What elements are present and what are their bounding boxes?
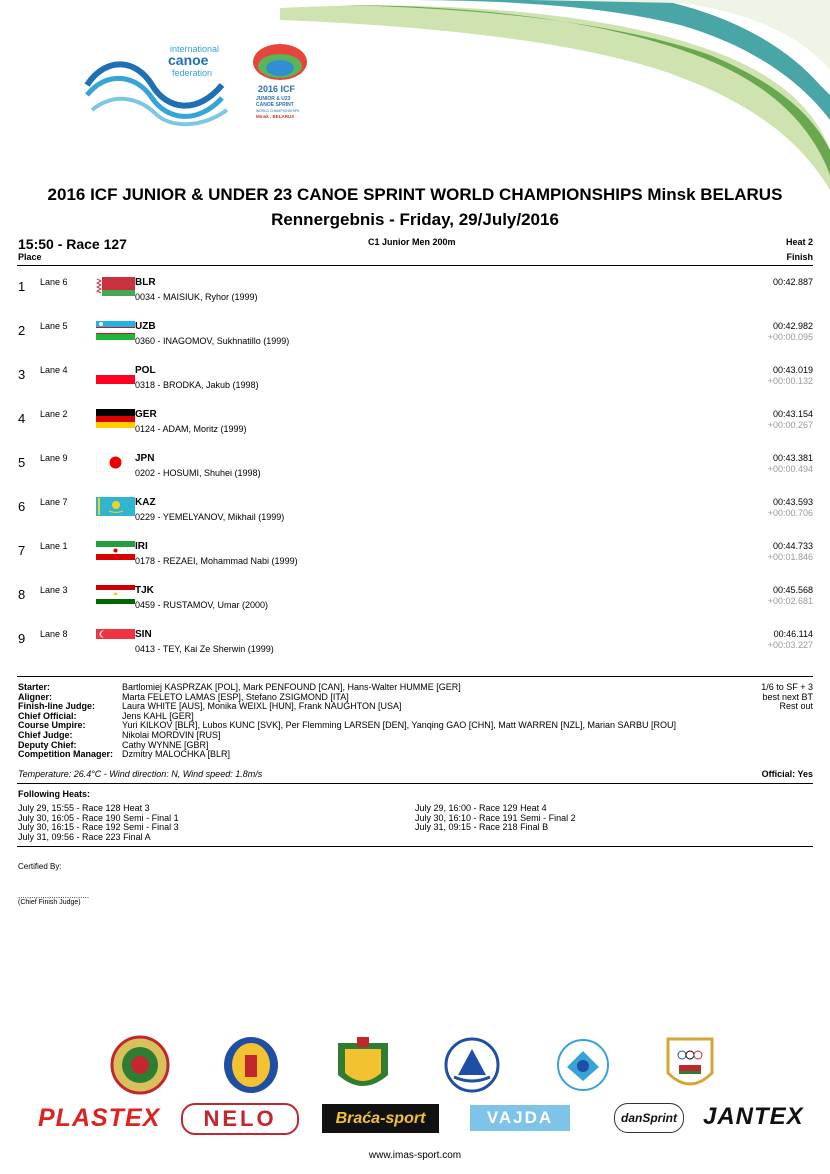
qualification-rule: Rest out bbox=[779, 701, 813, 712]
result-nation: JPN bbox=[135, 453, 155, 464]
sponsor-plastex-logo: PLASTEX bbox=[38, 1104, 161, 1132]
result-time: 00:42.887 bbox=[772, 277, 813, 287]
result-athlete: 0459 - RUSTAMOV, Umar (2000) bbox=[135, 600, 269, 610]
official-status: Official: Yes bbox=[761, 769, 813, 779]
following-heat-item: July 30, 16:10 - Race 191 Semi - Final 2 bbox=[415, 812, 576, 823]
result-time: 00:44.733 bbox=[772, 541, 813, 551]
result-time: 00:43.381 bbox=[772, 453, 813, 463]
header-divider bbox=[17, 265, 813, 266]
following-heat-item: July 29, 15:55 - Race 128 Heat 3 bbox=[18, 803, 150, 813]
result-lane: Lane 1 bbox=[40, 541, 68, 551]
official-role-label: Chief Judge: bbox=[18, 730, 73, 740]
official-names: Marta FELETO LAMAS [ESP], Stefano ZSIGMOND [ITA] bbox=[122, 691, 349, 702]
result-athlete: 0318 - BRODKA, Jakub (1998) bbox=[135, 380, 259, 390]
result-row bbox=[0, 583, 830, 627]
finish-column-header: Finish bbox=[786, 252, 813, 262]
document-title: 2016 ICF JUNIOR & UNDER 23 CANOE SPRINT WORLD CHAMPIONSHIPS Minsk BELARUS bbox=[47, 185, 783, 204]
conditions-divider bbox=[17, 783, 813, 784]
result-athlete: 0124 - ADAM, Moritz (1999) bbox=[135, 424, 247, 434]
result-time: 00:43.154 bbox=[772, 409, 813, 419]
result-lane: Lane 4 bbox=[40, 365, 68, 375]
svg-text:2016 ICF: 2016 ICF bbox=[258, 84, 296, 94]
result-time-diff: +00:00.132 bbox=[767, 376, 813, 386]
result-place: 6 bbox=[18, 499, 26, 514]
result-place: 8 bbox=[18, 587, 26, 602]
official-role-label: Deputy Chief: bbox=[18, 739, 77, 750]
result-row bbox=[0, 275, 830, 319]
result-place: 4 bbox=[18, 411, 26, 426]
official-names: Yuri KILKOV [BLR], Lubos KUNC [SVK], Per Flemming LARSEN [DEN], Yanqing GAO [CHN], Matt WARREN [NZL], Marian SARBU [ROU] bbox=[122, 720, 676, 731]
result-row bbox=[0, 363, 830, 407]
result-place: 1 bbox=[18, 279, 26, 294]
result-nation: IRI bbox=[135, 541, 148, 552]
result-time-diff: +00:02.681 bbox=[767, 596, 813, 606]
following-heat-item: July 31, 09:15 - Race 218 Final B bbox=[415, 822, 549, 833]
svg-text:canoe: canoe bbox=[168, 52, 209, 68]
result-nation: SIN bbox=[135, 629, 152, 640]
svg-text:Minsk , BELARUS: Minsk , BELARUS bbox=[256, 114, 295, 119]
result-nation: UZB bbox=[135, 321, 156, 332]
result-time-diff: +00:00.095 bbox=[767, 332, 813, 342]
result-athlete: 0229 - YEMELYANOV, Mikhail (1999) bbox=[135, 512, 285, 522]
result-nation: GER bbox=[135, 409, 157, 420]
signature-line: ................................ bbox=[18, 891, 90, 900]
result-row bbox=[0, 539, 830, 583]
official-names: Cathy WYNNE [GBR] bbox=[122, 739, 209, 750]
result-place: 7 bbox=[18, 543, 26, 558]
result-place: 5 bbox=[18, 455, 26, 470]
emblem-canoe-federation bbox=[444, 1037, 500, 1093]
result-nation: BLR bbox=[135, 277, 156, 288]
result-lane: Lane 5 bbox=[40, 321, 68, 331]
flag-sin-icon bbox=[96, 629, 135, 648]
sponsor-dansprint-logo: danSprint bbox=[614, 1103, 684, 1133]
emblem-coat-of-arms-3 bbox=[333, 1035, 393, 1097]
result-lane: Lane 9 bbox=[40, 453, 68, 463]
official-names: Bartlomiej KASPRZAK [POL], Mark PENFOUND [CAN], Hans-Walter HUMME [GER] bbox=[122, 682, 461, 692]
result-row bbox=[0, 495, 830, 539]
result-time: 00:43.019 bbox=[772, 365, 813, 375]
document-subtitle: Rennergebnis - Friday, 29/July/2016 bbox=[271, 210, 559, 229]
following-heat-item: July 31, 09:56 - Race 223 Final A bbox=[18, 831, 151, 842]
race-time: 15:50 - Race 127 bbox=[18, 236, 127, 252]
result-lane: Lane 6 bbox=[40, 277, 68, 287]
emblem-coat-of-arms-1 bbox=[110, 1035, 170, 1095]
emblem-coat-of-arms-2 bbox=[221, 1035, 281, 1095]
result-time-diff: +00:00.494 bbox=[767, 464, 813, 474]
footer-url: www.imas-sport.com bbox=[368, 1150, 462, 1161]
icf-logo bbox=[82, 40, 232, 135]
result-athlete: 0034 - MAISIUK, Ryhor (1999) bbox=[135, 292, 258, 302]
result-time: 00:43.593 bbox=[772, 497, 813, 507]
flag-jpn-icon bbox=[96, 453, 135, 472]
following-heat-item: July 30, 16:05 - Race 190 Semi - Final 1 bbox=[18, 812, 179, 823]
certified-by-label: Certified By: bbox=[18, 862, 62, 871]
result-time: 00:42.982 bbox=[772, 321, 813, 331]
sponsor-nelo-logo: NELO bbox=[181, 1103, 299, 1135]
result-row bbox=[0, 627, 830, 671]
official-role-label: Starter: bbox=[18, 682, 51, 692]
following-heat-item: July 30, 16:15 - Race 192 Semi - Final 3 bbox=[18, 822, 179, 833]
result-athlete: 0202 - HOSUMI, Shuhei (1998) bbox=[135, 468, 261, 478]
result-time-diff: +00:01.846 bbox=[767, 552, 813, 562]
sponsor-jantex-logo: JANTEX bbox=[703, 1103, 804, 1130]
flag-ger-icon bbox=[96, 409, 135, 428]
event-logo bbox=[250, 40, 315, 130]
event-name: C1 Junior Men 200m bbox=[368, 237, 456, 247]
result-nation: POL bbox=[135, 365, 156, 376]
heat-label: Heat 2 bbox=[785, 237, 813, 247]
weather-conditions: Temperature: 26.4°C - Wind direction: N, Wind speed: 1.8m/s bbox=[18, 769, 263, 779]
result-time: 00:46.114 bbox=[773, 629, 813, 639]
result-row bbox=[0, 451, 830, 495]
official-names: Nikolai MORDVIN [RUS] bbox=[122, 730, 221, 740]
result-lane: Lane 7 bbox=[40, 497, 68, 507]
svg-text:JUNIOR & U23: JUNIOR & U23 bbox=[256, 96, 291, 102]
qualification-rule: best next BT bbox=[762, 691, 813, 702]
header-swoosh-graphic bbox=[280, 0, 830, 190]
official-role-label: Aligner: bbox=[18, 691, 53, 702]
official-role-label: Chief Official: bbox=[18, 710, 77, 721]
sponsor-braca-sport-logo: Braća-sport bbox=[322, 1104, 439, 1133]
emblem-sports-club bbox=[555, 1037, 611, 1093]
signature-caption: (Chief Finish Judge) bbox=[18, 899, 81, 906]
following-heats-title: Following Heats: bbox=[18, 789, 90, 799]
emblem-olympic-committee bbox=[664, 1033, 716, 1095]
result-row bbox=[0, 319, 830, 363]
svg-text:federation: federation bbox=[172, 68, 213, 78]
official-role-label: Competition Manager: bbox=[18, 749, 114, 760]
result-lane: Lane 2 bbox=[40, 409, 68, 419]
qualification-rule: 1/6 to SF + 3 bbox=[761, 682, 813, 692]
flag-uzb-icon bbox=[96, 321, 135, 340]
result-time-diff: +00:00.267 bbox=[767, 420, 813, 430]
result-time-diff: +00:03.227 bbox=[767, 640, 813, 650]
result-nation: KAZ bbox=[135, 497, 156, 508]
flag-tjk-icon bbox=[96, 585, 135, 604]
result-place: 2 bbox=[18, 323, 26, 338]
result-time: 00:45.568 bbox=[772, 585, 813, 595]
result-time-diff: +00:00.706 bbox=[767, 508, 813, 518]
result-athlete: 0413 - TEY, Kai Ze Sherwin (1999) bbox=[135, 644, 274, 654]
flag-pol-icon bbox=[96, 365, 135, 384]
result-place: 3 bbox=[18, 367, 26, 382]
result-row bbox=[0, 407, 830, 451]
result-athlete: 0178 - REZAEI, Mohammad Nabi (1999) bbox=[135, 556, 298, 566]
svg-text:CANOE SPRINT: CANOE SPRINT bbox=[256, 102, 294, 108]
flag-kaz-icon bbox=[96, 497, 135, 516]
sponsor-vajda-logo: VAJDA bbox=[470, 1105, 570, 1131]
svg-text:WORLD CHAMPIONSHIPS: WORLD CHAMPIONSHIPS bbox=[256, 109, 300, 113]
following-heat-item: July 29, 16:00 - Race 129 Heat 4 bbox=[415, 803, 547, 813]
result-lane: Lane 3 bbox=[40, 585, 68, 595]
flag-iri-icon bbox=[96, 541, 135, 560]
result-athlete: 0360 - INAGOMOV, Sukhnatillo (1999) bbox=[135, 336, 290, 346]
official-names: Laura WHITE [AUS], Monika WEIXL [HUN], Frank NAUGHTON [USA] bbox=[122, 701, 402, 712]
official-role-label: Course Umpire: bbox=[18, 720, 86, 731]
result-nation: TJK bbox=[135, 585, 154, 596]
result-lane: Lane 8 bbox=[40, 629, 68, 639]
official-role-label: Finish-line Judge: bbox=[18, 701, 96, 712]
results-divider bbox=[17, 676, 813, 677]
following-divider bbox=[17, 846, 813, 847]
official-names: Jens KAHL [GER] bbox=[122, 710, 194, 721]
official-names: Dzmitry MALOCHKA [BLR] bbox=[122, 749, 231, 760]
place-column-header: Place bbox=[18, 252, 42, 262]
result-place: 9 bbox=[18, 631, 26, 646]
flag-blr-icon bbox=[96, 277, 135, 296]
svg-text:international: international bbox=[170, 44, 220, 54]
